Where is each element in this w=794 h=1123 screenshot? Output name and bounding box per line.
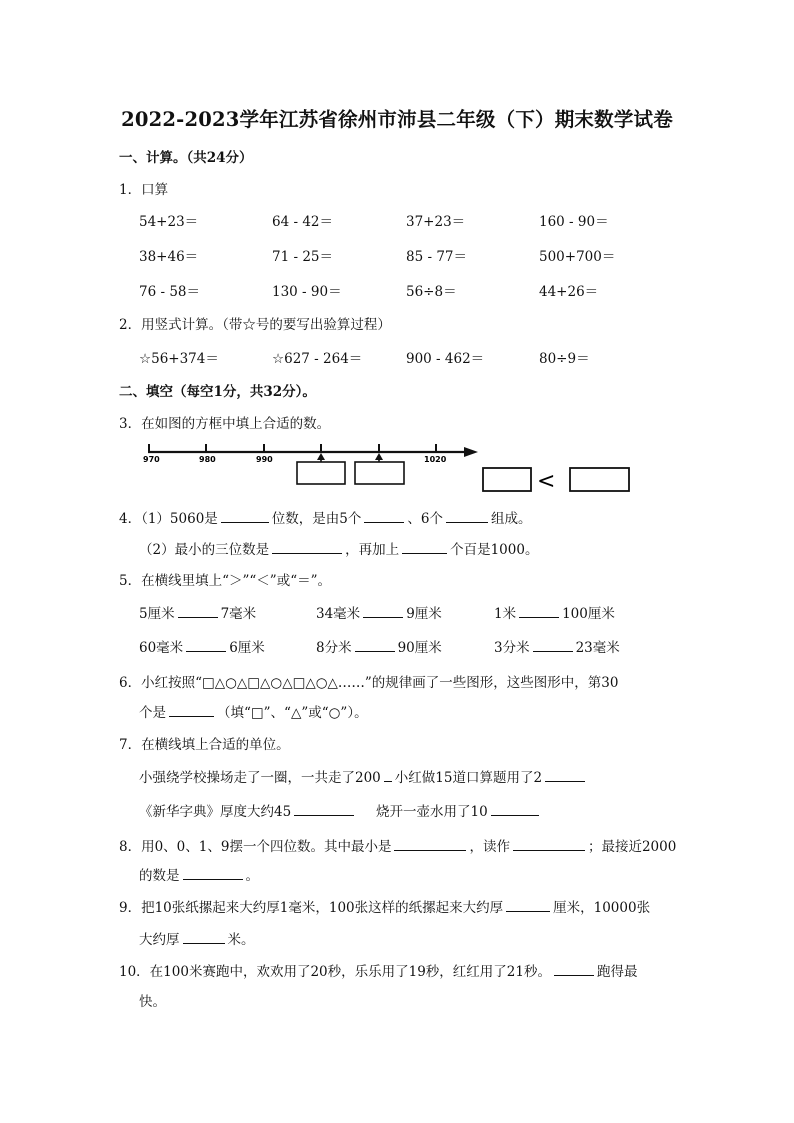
q8-text: ，读作	[469, 839, 510, 855]
q5-text: 3分米	[494, 640, 530, 656]
fill-blank[interactable]	[519, 603, 559, 618]
q10-text: 10．在100米赛跑中，欢欢用了20秒，乐乐用了19秒，红红用了21秒。	[119, 964, 551, 980]
fill-blank[interactable]	[446, 508, 488, 523]
fill-blank[interactable]	[178, 603, 218, 618]
q1-item: 44+26＝	[539, 284, 599, 300]
q5-text: 8分米	[316, 640, 352, 656]
pointer-arrow-icon	[317, 453, 325, 460]
q5-item	[494, 602, 615, 622]
q4-text: （2）最小的三位数是	[139, 542, 270, 558]
answer-box[interactable]	[355, 462, 404, 484]
q4-text: ，再加上	[345, 542, 400, 558]
q5-text: 1米	[494, 606, 517, 622]
q10-line-1	[119, 960, 637, 980]
tick-label-990: 990	[256, 455, 273, 464]
q4-text: 、6个	[407, 511, 443, 527]
fill-blank[interactable]	[363, 603, 403, 618]
q6-line-2	[139, 701, 368, 721]
q5-text: 23毫米	[575, 640, 620, 656]
q6-line-1: 6．小红按照“□△○△□△○△□△○△……”的规律画了一些图形，这些图形中，第30	[119, 675, 619, 691]
q1-item: 64 - 42＝	[272, 214, 334, 230]
q2-item: 900 - 462＝	[406, 351, 485, 367]
q7-text: 《新华字典》厚度大约45	[139, 804, 292, 820]
fill-blank[interactable]	[554, 961, 594, 976]
q1-item: 85 - 77＝	[406, 249, 468, 265]
q9-text: 厘米，10000张	[553, 900, 651, 916]
q8-line-1	[119, 835, 676, 855]
q8-line-2	[139, 864, 259, 884]
q8-text: 。	[245, 868, 259, 884]
q7-text: 烧开一壶水用了10	[376, 804, 488, 820]
q5-item	[139, 636, 265, 656]
q5-text: 60毫米	[139, 640, 184, 656]
q7-text: 小强绕学校操场走了一圈，一共走了200	[139, 770, 381, 786]
fill-blank[interactable]	[533, 637, 573, 652]
q1-item: 500+700＝	[539, 249, 616, 265]
q10-text: 跑得最	[596, 964, 638, 980]
q5-item	[494, 636, 620, 656]
fill-blank[interactable]	[384, 767, 392, 782]
fill-blank[interactable]	[394, 836, 466, 851]
q1-item: 71 - 25＝	[272, 249, 334, 265]
q6-text: （填“□”、“△”或“○”）。	[217, 705, 368, 721]
q5-text: 7毫米	[220, 606, 257, 622]
q1-item: 54+23＝	[139, 214, 199, 230]
tick-label-970: 970	[143, 455, 160, 464]
q1-item: 76 - 58＝	[139, 284, 201, 300]
q5-item	[316, 602, 442, 622]
section-one-heading: 一、计算。（共24分）	[119, 150, 253, 166]
q5-text: 6厘米	[229, 640, 265, 656]
fill-blank[interactable]	[513, 836, 585, 851]
q9-line-1	[119, 896, 650, 916]
q5-text: 9厘米	[406, 606, 442, 622]
q8-text: 8．用0、0、1、9摆一个四位数。其中最小是	[119, 839, 392, 855]
q5-item	[139, 602, 256, 622]
q1-item: 56÷8＝	[406, 284, 457, 300]
q6-text: 个是	[139, 705, 166, 721]
q10-line-2: 快。	[139, 994, 166, 1010]
q7-label: 7．在横线填上合适的单位。	[119, 737, 290, 753]
section-two-heading: 二、填空（每空1分，共32分）。	[119, 384, 316, 400]
less-than-sign: <	[537, 469, 556, 494]
fill-blank[interactable]	[272, 539, 342, 554]
fill-blank[interactable]	[221, 508, 269, 523]
pointer-arrow-icon	[375, 453, 383, 460]
q1-label: 1．口算	[119, 182, 169, 198]
q5-label: 5．在横线里填上“＞”“＜”或“＝”。	[119, 573, 331, 589]
q5-item	[316, 636, 442, 656]
q9-text: 米。	[227, 932, 255, 948]
q1-item: 130 - 90＝	[272, 284, 342, 300]
q5-text: 5厘米	[139, 606, 175, 622]
fill-blank[interactable]	[186, 637, 226, 652]
fill-blank[interactable]	[355, 637, 395, 652]
q9-text: 大约厚	[139, 932, 180, 948]
q9-text: 9．把10张纸摞起来大约厚1毫米，100张这样的纸摞起来大约厚	[119, 900, 504, 916]
answer-box[interactable]	[297, 462, 345, 484]
fill-blank[interactable]	[183, 929, 225, 944]
q1-item: 38+46＝	[139, 249, 199, 265]
compare-answer-box[interactable]	[483, 468, 531, 491]
fill-blank[interactable]	[491, 801, 539, 816]
q4-text: 位数，是由5个	[271, 511, 362, 527]
q8-text: 的数是	[139, 868, 180, 884]
fill-blank[interactable]	[545, 767, 585, 782]
fill-blank[interactable]	[183, 865, 243, 880]
q5-text: 100厘米	[562, 606, 615, 622]
compare-answer-box[interactable]	[570, 468, 629, 491]
fill-blank[interactable]	[506, 897, 550, 912]
q4-line-1	[119, 507, 531, 527]
number-line	[140, 438, 660, 508]
fill-blank[interactable]	[169, 702, 214, 717]
q7-text: 小红做15道口算题用了2	[394, 770, 543, 786]
q2-label: 2．用竖式计算。（带☆号的要写出验算过程）	[119, 317, 391, 333]
q5-text: 90厘米	[397, 640, 442, 656]
page-title: 2022-2023学年江苏省徐州市沛县二年级（下）期末数学试卷	[121, 108, 673, 131]
q4-text: 组成。	[490, 511, 532, 527]
q3-label: 3．在如图的方框中填上合适的数。	[119, 416, 331, 432]
q7-line-2b	[376, 800, 542, 820]
q8-text: ；最接近2000	[587, 839, 677, 855]
fill-blank[interactable]	[364, 508, 404, 523]
q1-item: 160 - 90＝	[539, 214, 609, 230]
tick-label-1020: 1020	[424, 455, 447, 464]
q7-line-2a	[139, 800, 357, 820]
q5-text: 34毫米	[316, 606, 361, 622]
fill-blank[interactable]	[402, 539, 447, 554]
number-line-arrow-icon	[464, 447, 478, 457]
q7-line-1	[139, 766, 588, 786]
q9-line-2	[139, 928, 255, 948]
q2-item: 80÷9＝	[539, 351, 590, 367]
tick-label-980: 980	[199, 455, 216, 464]
q4-line-2	[139, 538, 538, 558]
q1-item: 37+23＝	[406, 214, 466, 230]
fill-blank[interactable]	[294, 801, 354, 816]
q2-item: ☆627 - 264＝	[272, 351, 363, 367]
q4-text: 4．（1）5060是	[119, 511, 218, 527]
q4-text: 个百是1000。	[450, 542, 539, 558]
q2-item: ☆56+374＝	[139, 351, 219, 367]
